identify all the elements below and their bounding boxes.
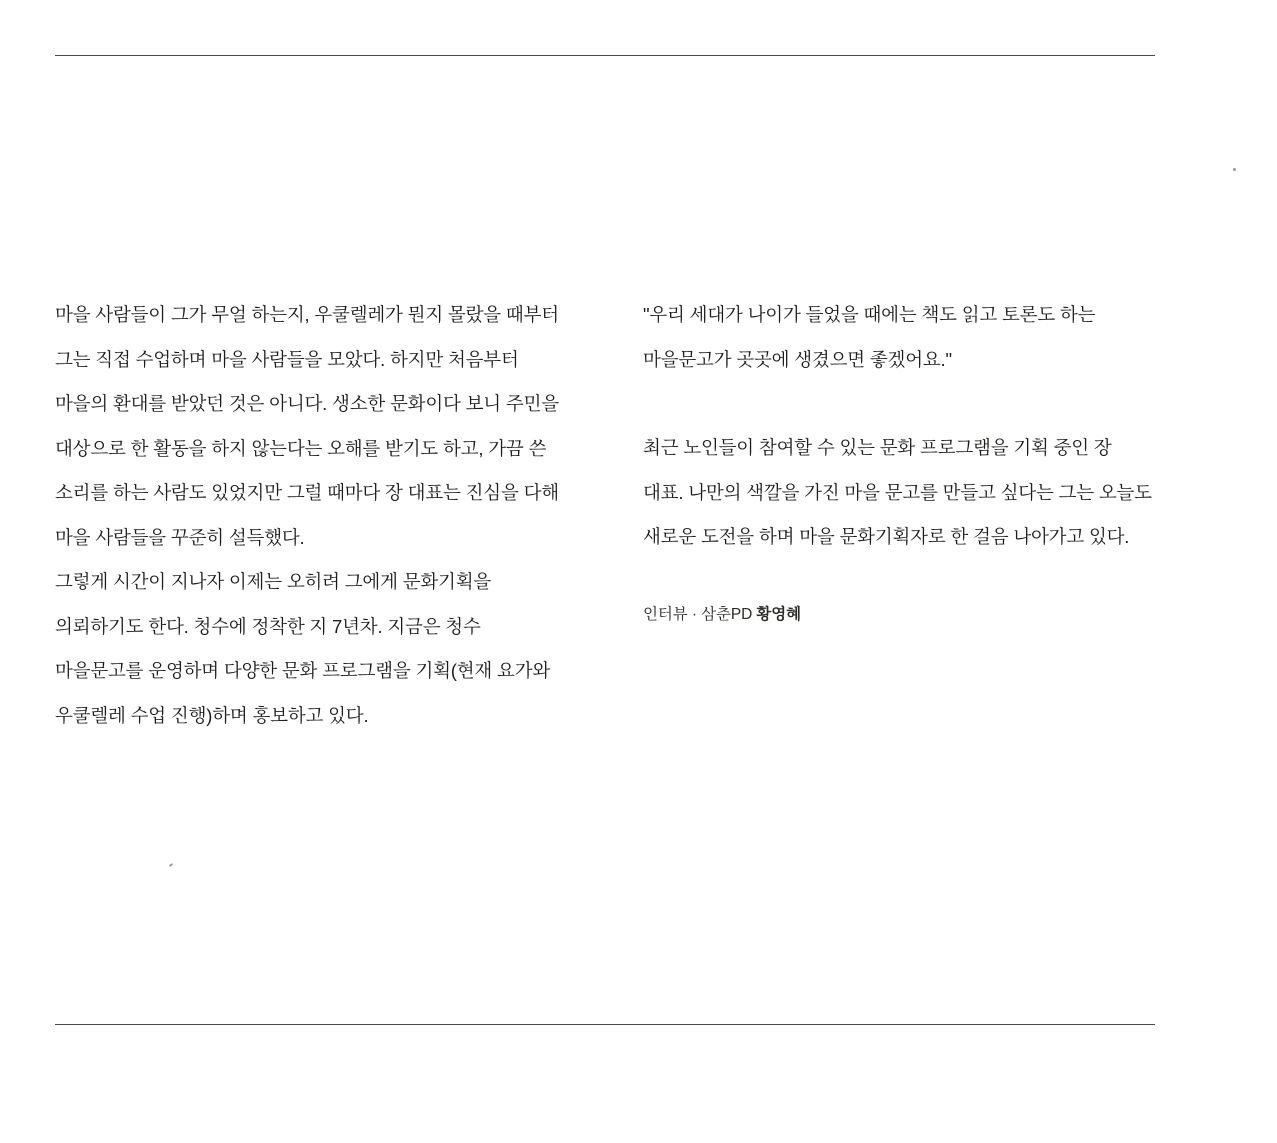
top-divider-rule	[55, 55, 1155, 56]
credit-name: 황영혜	[756, 605, 802, 623]
credit-prefix: 인터뷰 · 삼춘PD	[643, 605, 757, 623]
print-speck-icon	[1233, 168, 1236, 171]
left-column	[55, 293, 567, 738]
paragraph-spacer	[643, 382, 1155, 426]
right-column	[643, 293, 1155, 738]
bottom-divider-rule	[55, 1024, 1155, 1025]
left-paragraph-1: 마을 사람들이 그가 무얼 하는지, 우쿨렐레가 뭔지 몰랐을 때부터 그는 직접 수업하며 마을 사람들을 모았다. 하지만 처음부터 마을의 환대를 받았던 것은 아니다. 생소한 문화이다 보니 주민을 대상으로 한 활동을 하지 않는다는 오해를 받기도 하고, 가끔 쓴 소리를 하는 사람도 있었지만 그럴 때마다 장 대표는 진심을 다해 마을 사람들을 꾸준히 설득했다.	[55, 304, 559, 548]
interview-credit	[643, 602, 1155, 628]
left-paragraph-2: 그렇게 시간이 지나자 이제는 오히려 그에게 문화기획을 의뢰하기도 한다. 청수에 정착한 지 7년차. 지금은 청수 마을문고를 운영하며 다양한 문화 프로그램을 기획(현재 요가와 우쿨렐레 수업 진행)하며 홍보하고 있다.	[55, 571, 551, 726]
body-columns	[55, 293, 1155, 738]
pull-quote: "우리 세대가 나이가 들었을 때에는 책도 읽고 토론도 하는 마을문고가 곳곳에 생겼으면 좋겠어요."	[643, 304, 1096, 370]
print-speck-icon	[169, 863, 173, 867]
right-paragraph-1: 최근 노인들이 참여할 수 있는 문화 프로그램을 기획 중인 장 대표. 나만의 색깔을 가진 마을 문고를 만들고 싶다는 그는 오늘도 새로운 도전을 하며 마을 문화기획자로 한 걸음 나아가고 있다.	[643, 437, 1152, 547]
